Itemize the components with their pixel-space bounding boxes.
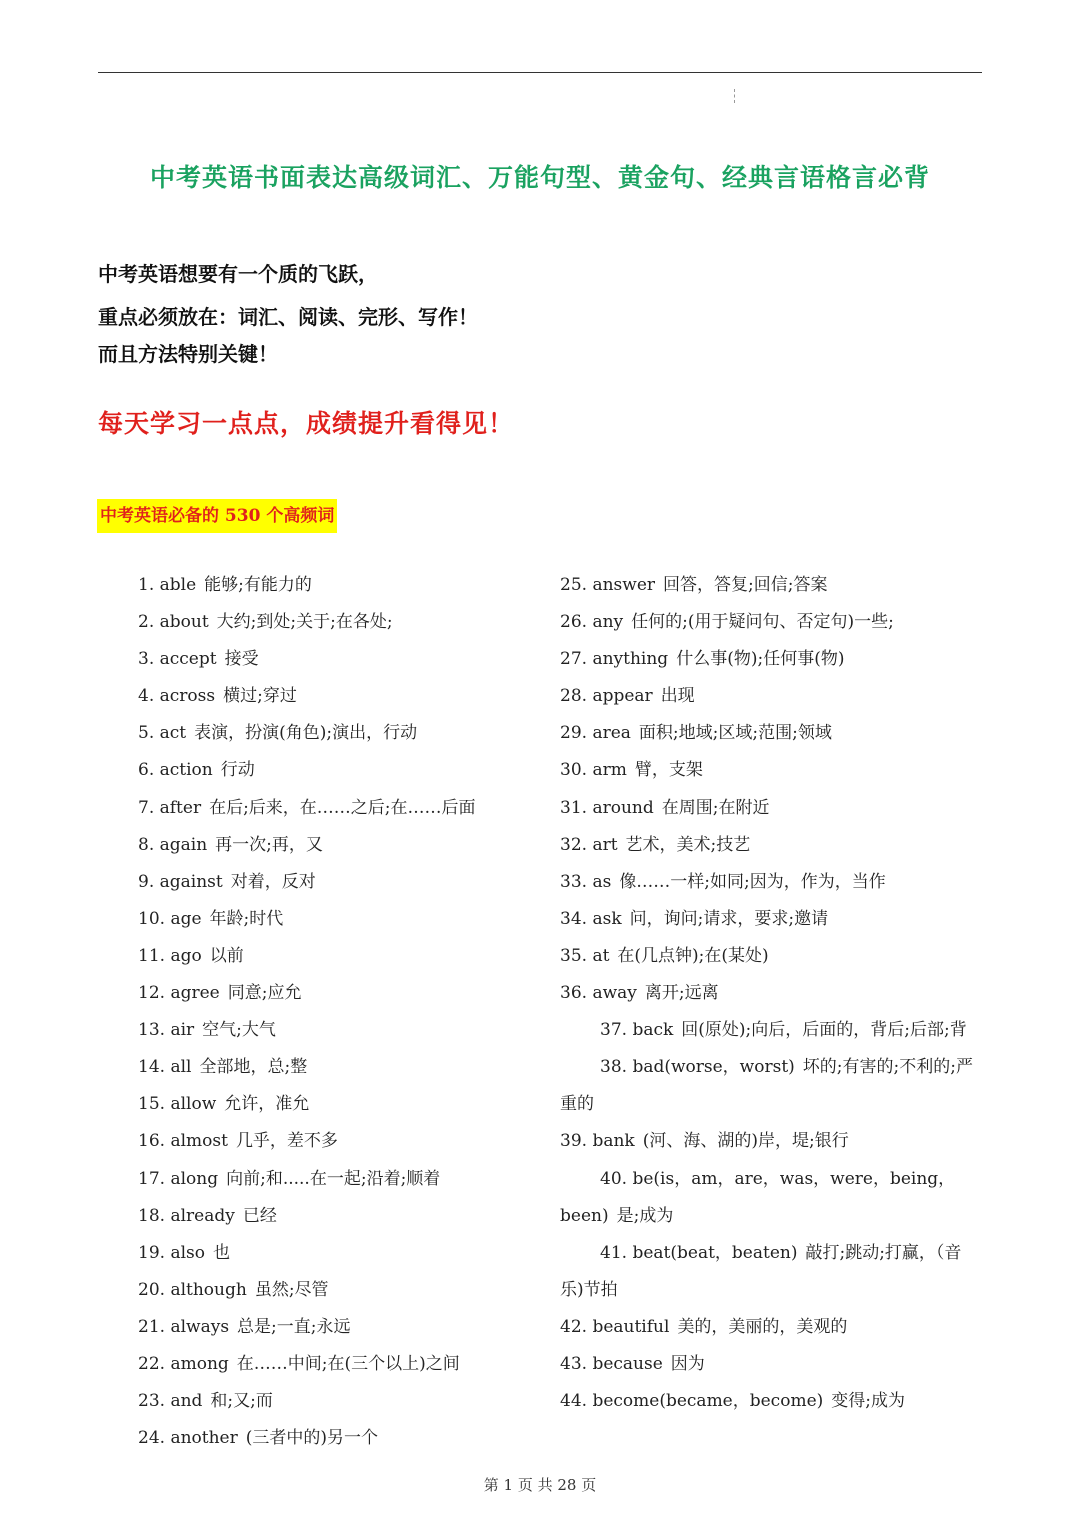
entry-word: also [170, 1242, 205, 1263]
vocab-entry [138, 1383, 568, 1420]
entry-meaning: 也 [212, 1242, 230, 1263]
entry-number: 13. [138, 1020, 171, 1041]
entry-number: 21. [138, 1316, 171, 1337]
entry-number: 32. [560, 834, 593, 855]
entry-meaning: 因为 [670, 1353, 705, 1374]
entry-number: 16. [138, 1131, 171, 1152]
entry-meaning: 以前 [209, 945, 244, 966]
vocab-entry [138, 1086, 568, 1123]
entry-number: 19. [138, 1242, 171, 1263]
entry-word: act [159, 723, 187, 744]
entry-number: 29. [560, 723, 593, 744]
entry-word: across [159, 686, 216, 707]
entry-meaning: 横过;穿过 [223, 686, 297, 707]
entry-word: art [592, 834, 618, 855]
entry-meaning: 几乎，差不多 [235, 1131, 338, 1152]
entry-word: air [170, 1020, 195, 1041]
entry-number: 6. [138, 760, 160, 781]
vocab-entry [560, 1383, 985, 1420]
entry-number: 26. [560, 612, 593, 633]
page-footer: 第 1 页 共 28 页 [483, 1476, 597, 1494]
entry-word: area [592, 723, 631, 744]
entry-word: action [159, 760, 213, 781]
entry-word: answer [592, 575, 655, 595]
intro-line-2: 重点必须放在：词汇、阅读、完形、写作！ [98, 305, 478, 329]
entry-number: 8. [138, 834, 160, 855]
entry-word: about [159, 612, 209, 633]
vocab-entry [138, 901, 568, 938]
entry-meaning: 表演，扮演(角色);演出，行动 [194, 723, 418, 744]
entry-meaning: 问，询问;请求，要求;邀请 [629, 908, 829, 929]
entry-word: against [159, 871, 223, 892]
entry-word: agree [170, 983, 220, 1004]
entry-number: 1. [138, 575, 160, 595]
entry-number: 11. [138, 945, 171, 966]
entry-word: able [159, 575, 197, 595]
entry-meaning: 已经 [242, 1205, 277, 1226]
vocab-entry [138, 1012, 568, 1049]
entry-number: 34. [560, 908, 593, 929]
entry-number: 30. [560, 760, 593, 781]
entry-number: 33. [560, 871, 593, 892]
entry-meaning: 在周围;在附近 [661, 797, 770, 818]
entry-number: 14. [138, 1057, 171, 1078]
entry-word: at [592, 945, 610, 966]
entry-word: ask [592, 908, 622, 929]
vocab-entry [560, 715, 985, 752]
entry-word: away [592, 983, 637, 1004]
entry-word: already [170, 1205, 235, 1226]
vocab-entry [138, 752, 568, 789]
vocab-column-left [138, 567, 568, 1457]
vocab-entry [560, 975, 985, 1012]
entry-word: accept [159, 649, 217, 670]
entry-number: 9. [138, 871, 160, 892]
entry-number: 40. [600, 1168, 633, 1189]
entry-number: 10. [138, 908, 171, 929]
entry-word: be(is，am，are，was，were，being，been) [560, 1168, 956, 1226]
vocab-entry [560, 1309, 985, 1346]
entry-meaning: 臂，支架 [634, 760, 703, 781]
entry-number: 31. [560, 797, 593, 818]
intro-line-3: 而且方法特别关键！ [98, 342, 278, 366]
entry-word: almost [170, 1131, 228, 1152]
entry-word: around [592, 797, 654, 818]
entry-number: 12. [138, 983, 171, 1004]
document-title: 中考英语书面表达高级词汇、万能句型、黄金句、经典言语格言必背 [149, 163, 930, 192]
entry-word: become(became，become) [592, 1391, 824, 1412]
entry-word: because [592, 1353, 663, 1374]
vocab-entry [138, 715, 568, 752]
vocab-entry [138, 938, 568, 975]
entry-word: appear [592, 686, 653, 707]
slogan: 每天学习一点点，成绩提升看得见！ [98, 409, 515, 438]
entry-meaning: 任何的;(用于疑问句、否定句)一些; [631, 612, 894, 633]
entry-word: bad(worse，worst) [632, 1057, 795, 1078]
vocab-entry [560, 1012, 985, 1049]
vocab-entry [138, 864, 568, 901]
entry-number: 4. [138, 686, 160, 707]
entry-meaning: (三者中的)另一个 [245, 1428, 379, 1449]
entry-meaning: 接受 [224, 649, 259, 670]
entry-meaning: 回(原处);向后，后面的，背后;后部;背 [681, 1020, 967, 1041]
entry-meaning: 什么事(物);任何事(物) [676, 649, 845, 670]
vocab-entry [560, 641, 985, 678]
entry-word: bank [592, 1131, 635, 1152]
vocab-entry [138, 641, 568, 678]
vocab-entry [138, 790, 568, 827]
entry-meaning: 敲打;跳动;打赢，（音乐)节拍 [560, 1242, 962, 1300]
entry-word: along [170, 1168, 219, 1189]
entry-meaning: 行动 [220, 760, 255, 781]
entry-number: 3. [138, 649, 160, 670]
entry-meaning: 对着，反对 [230, 871, 316, 892]
entry-meaning: 同意;应允 [227, 983, 302, 1004]
entry-meaning: 坏的;有害的;不利的;严重的 [560, 1057, 973, 1115]
vocab-entry [138, 975, 568, 1012]
entry-word: back [632, 1020, 674, 1041]
entry-word: all [170, 1057, 192, 1078]
entry-meaning: 是;成为 [616, 1205, 674, 1226]
entry-number: 7. [138, 797, 160, 818]
vocab-entry [138, 1161, 568, 1198]
vocab-entry [560, 1346, 985, 1383]
section-heading: 中考英语必备的 530 个高频词 [97, 499, 337, 533]
vocab-column-right [560, 567, 985, 1420]
entry-meaning: 在(几点钟);在(某处) [617, 945, 769, 966]
entry-meaning: 面积;地域;区域;范围;领域 [638, 723, 832, 744]
entry-word: another [170, 1428, 238, 1449]
entry-meaning: 全部地，总;整 [199, 1057, 308, 1078]
vocab-entry [560, 901, 985, 938]
entry-number: 36. [560, 983, 593, 1004]
entry-meaning: 空气;大气 [202, 1020, 276, 1041]
entry-word: beautiful [592, 1316, 670, 1337]
entry-number: 25. [560, 575, 593, 595]
entry-meaning: 允许，准允 [224, 1094, 310, 1115]
vocab-entry [560, 1049, 985, 1123]
vocab-entry [138, 1420, 568, 1457]
entry-number: 17. [138, 1168, 171, 1189]
entry-meaning: 离开;远离 [644, 983, 719, 1004]
vocab-entry [560, 752, 985, 789]
entry-meaning: 向前;和.....在一起;沿着;顺着 [226, 1168, 441, 1189]
intro-line-1: 中考英语想要有一个质的飞跃， [98, 262, 378, 286]
vocab-entry [138, 1346, 568, 1383]
vocab-entry [560, 1235, 985, 1309]
entry-number: 27. [560, 649, 593, 670]
entry-word: again [159, 834, 208, 855]
entry-meaning: 美的，美丽的，美观的 [677, 1316, 848, 1337]
entry-meaning: 大约;到处;关于;在各处; [216, 612, 393, 633]
entry-number: 24. [138, 1428, 171, 1449]
entry-meaning: 和;又;而 [210, 1391, 273, 1412]
entry-word: and [170, 1391, 203, 1412]
entry-word: after [159, 797, 202, 818]
entry-meaning: 年龄;时代 [209, 908, 284, 929]
entry-word: any [592, 612, 624, 633]
entry-word: always [170, 1316, 230, 1337]
vocab-entry [560, 827, 985, 864]
vocab-entry [560, 604, 985, 641]
header-rule [98, 72, 982, 73]
vocab-entry [138, 1235, 568, 1272]
vocab-entry [138, 1272, 568, 1309]
entry-word: anything [592, 649, 669, 670]
entry-number: 41. [600, 1242, 633, 1263]
entry-word: although [170, 1279, 247, 1300]
vocab-entry [138, 1049, 568, 1086]
entry-number: 37. [600, 1020, 633, 1041]
entry-word: among [170, 1353, 229, 1374]
vocab-entry [560, 864, 985, 901]
entry-word: as [592, 871, 612, 892]
entry-number: 2. [138, 612, 160, 633]
entry-meaning: 再一次;再，又 [215, 834, 323, 855]
vocab-entry [138, 1123, 568, 1160]
entry-meaning: 回答，答复;回信;答案 [663, 575, 828, 595]
vocab-entry [560, 1161, 985, 1235]
entry-meaning: 出现 [660, 686, 695, 707]
entry-meaning: 在……中间;在(三个以上)之间 [236, 1353, 460, 1374]
vocab-entry [138, 1309, 568, 1346]
entry-number: 43. [560, 1353, 593, 1374]
entry-word: arm [592, 760, 627, 781]
entry-number: 5. [138, 723, 160, 744]
vocab-entry [138, 604, 568, 641]
entry-word: ago [170, 945, 202, 966]
vocab-entry [138, 678, 568, 715]
entry-word: age [170, 908, 202, 929]
entry-meaning: 变得;成为 [831, 1391, 905, 1412]
entry-word: allow [170, 1094, 217, 1115]
header-mark [734, 89, 735, 103]
vocab-entry [138, 827, 568, 864]
entry-meaning: 艺术，美术;技艺 [625, 834, 751, 855]
entry-number: 23. [138, 1391, 171, 1412]
entry-meaning: (河、海、湖的)岸，堤;银行 [642, 1131, 849, 1152]
vocab-entry [138, 1198, 568, 1235]
entry-meaning: 像……一样;如同;因为，作为，当作 [619, 871, 886, 892]
entry-meaning: 总是;一直;永远 [237, 1316, 351, 1337]
entry-meaning: 在后;后来，在……之后;在……后面 [209, 797, 476, 818]
entry-number: 28. [560, 686, 593, 707]
entry-number: 20. [138, 1279, 171, 1300]
vocab-entry [560, 938, 985, 975]
entry-number: 35. [560, 945, 593, 966]
vocab-entry [560, 790, 985, 827]
entry-number: 22. [138, 1353, 171, 1374]
vocab-entry [560, 567, 985, 604]
entry-number: 38. [600, 1057, 633, 1078]
entry-number: 39. [560, 1131, 593, 1152]
entry-number: 18. [138, 1205, 171, 1226]
entry-meaning: 虽然;尽管 [254, 1279, 329, 1300]
vocab-entry [560, 678, 985, 715]
entry-number: 15. [138, 1094, 171, 1115]
vocab-entry [138, 567, 568, 604]
vocab-entry [560, 1123, 985, 1160]
entry-number: 42. [560, 1316, 593, 1337]
entry-meaning: 能够;有能力的 [204, 575, 312, 595]
entry-number: 44. [560, 1391, 593, 1412]
entry-word: beat(beat，beaten) [632, 1242, 798, 1263]
